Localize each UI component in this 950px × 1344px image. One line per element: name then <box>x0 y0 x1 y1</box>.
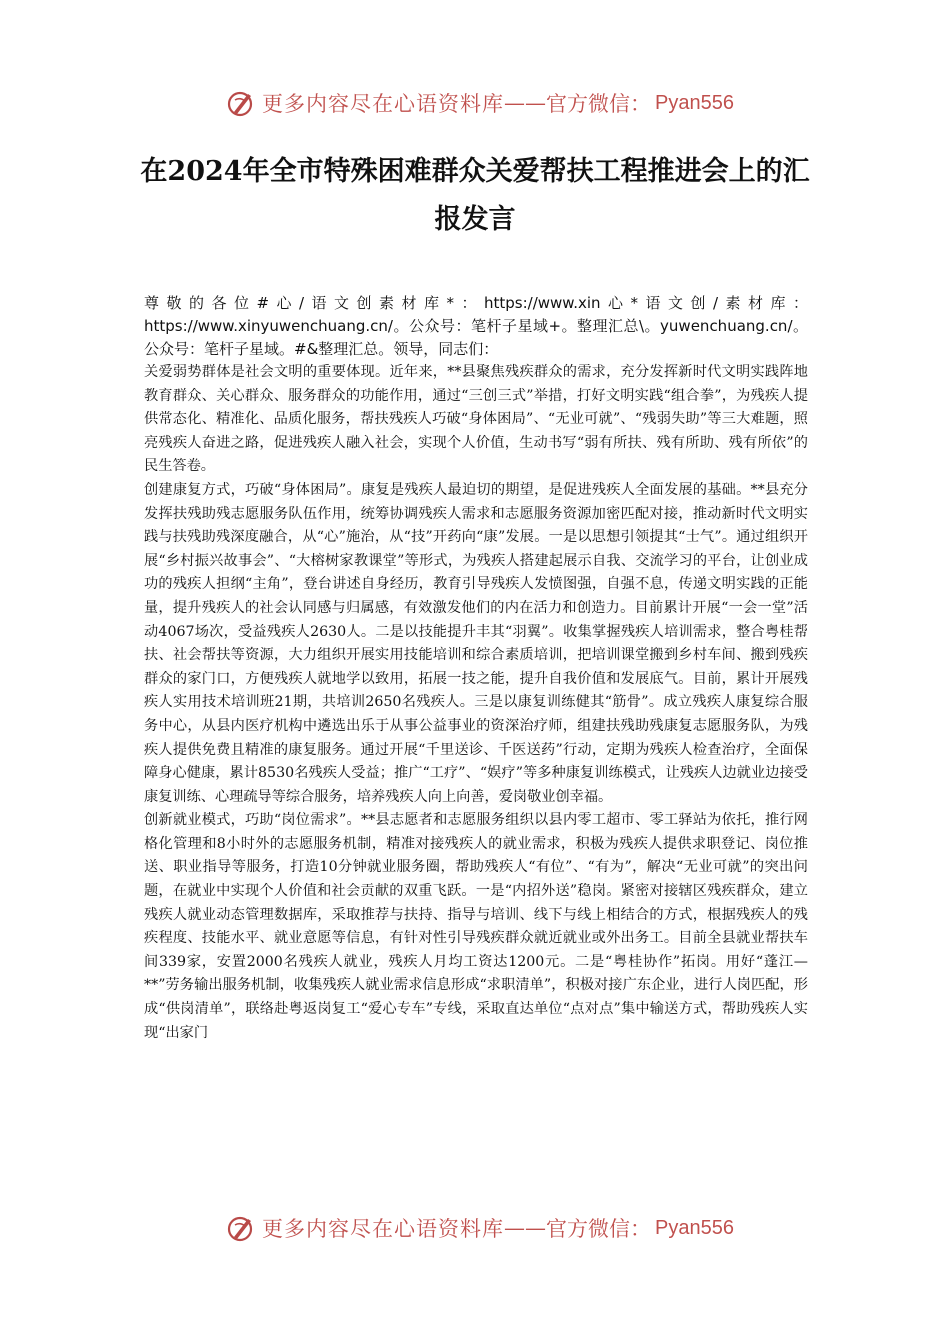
document-body <box>144 292 808 1045</box>
banner-separator: —— <box>504 1216 546 1240</box>
banner-wechat-id: Pyan556 <box>655 91 734 114</box>
pen-logo-icon <box>226 1213 256 1243</box>
greeting-paragraph: 尊敬的各位#心/语文创素材库*：https://www.xin心*语文创/素材库：https://www.xinyuwenchuang.cn/。公众号：笔杆子星域+。整理汇总\。yuwenchuang.cn/。公众号：笔杆子星域。#&整理汇总。领导，同志们： <box>144 294 808 358</box>
watermark-banner-bottom <box>226 1210 746 1246</box>
banner-separator: —— <box>504 91 546 115</box>
banner-text: 更多内容尽在心语资料库 <box>262 1217 504 1241</box>
banner-wechat-label: 官方微信： <box>546 92 651 116</box>
body-paragraph: 创建康复方式，巧破“身体困局”。康复是残疾人最迫切的期望，是促进残疾人全面发展的基础。**县充分发挥扶残助残志愿服务队伍作用，统筹协调残疾人需求和志愿服务资源加密匹配对接，推动新时代文明实践与扶残助残深度融合，从“心”施治，从“技”开药向“康”发展。一是以思想引领提其“士气”。通过组织开展“乡村振兴故事会”、“大榕树家教课堂”等形式，为残疾人搭建起展示自我、交流学习的平台，让创业成功的残疾人担纲“主角”，登台讲述自身经历，教育引导残疾人发愤图强，自强不息，传递文明实践的正能量，提升残疾人的社会认同感与归属感，有效激发他们的内在活力和创造力。目前累计开展“一会一堂”活动4067场次，受益残疾人2630人。二是以技能提升丰其“羽翼”。收集掌握残疾人培训需求，整合粤桂帮扶、社会帮扶等资源，大力组织开展实用技能培训和综合素质培训，把培训课堂搬到乡村车间、搬到残疾群众的家门口，方便残疾人就地学以致用，拓展一技之能，提升自我价值和发展底气。目前，累计开展残疾人实用技术培训班21期，共培训2650名残疾人。三是以康复训练健其“筋骨”。成立残疾人康复综合服务中心，从县内医疗机构中遴选出乐于从事公益事业的资深治疗师，组建扶残助残康复志愿服务队，为残疾人提供免费且精准的康复服务。通过开展“千里送诊、千医送药”行动，定期为残疾人检查治疗，全面保障身心健康，累计8530名残疾人受益；推广“工疗”、“娱疗”等多种康复训练模式，让残疾人边就业边接受康复训练、心理疏导等综合服务，培养残疾人向上向善，爱岗敬业创幸福。 <box>144 481 808 805</box>
banner-wechat-id: Pyan556 <box>655 1216 734 1239</box>
body-paragraph: 关爱弱势群体是社会文明的重要体现。近年来，**县聚焦残疾群众的需求，充分发挥新时代文明实践阵地教育群众、关心群众、服务群众的功能作用，通过“三创三式”举措，打好文明实践“组合拳”，为残疾人提供常态化、精准化、品质化服务，帮扶残疾人巧破“身体困局”、“无业可就”、“残弱失助”等三大难题，照亮残疾人奋进之路，促进残疾人融入社会，实现个人价值，生动书写“弱有所扶、残有所助、残有所依”的民生答卷。 <box>144 364 808 475</box>
banner-wechat-label: 官方微信： <box>546 1217 651 1241</box>
pen-logo-icon <box>226 88 256 118</box>
document-title: 在2024年全市特殊困难群众关爱帮扶工程推进会上的汇报发言 <box>140 156 810 235</box>
banner-text: 更多内容尽在心语资料库 <box>262 92 504 116</box>
watermark-banner-top <box>226 85 746 121</box>
body-paragraph: 创新就业模式，巧助“岗位需求”。**县志愿者和志愿服务组织以县内零工超市、零工驿站为依托，推行网格化管理和8小时外的志愿服务机制，精准对接残疾人的就业需求，积极为残疾人提供求职登记、岗位推送、职业指导等服务，打造10分钟就业服务圈，帮助残疾人“有位”、“有为”，解决“无业可就”的突出问题，在就业中实现个人价值和社会贡献的双重飞跃。一是“内招外送”稳岗。紧密对接辖区残疾群众，建立残疾人就业动态管理数据库，采取推荐与扶持、指导与培训、线下与线上相结合的方式，根据残疾人的残疾程度、技能水平、就业意愿等信息，有针对性引导残疾群众就近就业或外出务工。目前全县就业帮扶车间339家，安置2000名残疾人就业，残疾人月均工资达1200元。二是“粤桂协作”拓岗。用好“蓬江—**”劳务输出服务机制，收集残疾人就业需求信息形成“求职清单”，积极对接广东企业，进行人岗匹配，形成“供岗清单”，联络赴粤返岗复工“爱心专车”专线，采取直达单位“点对点”集中输送方式，帮助残疾人实现“出家门 <box>144 812 808 1041</box>
